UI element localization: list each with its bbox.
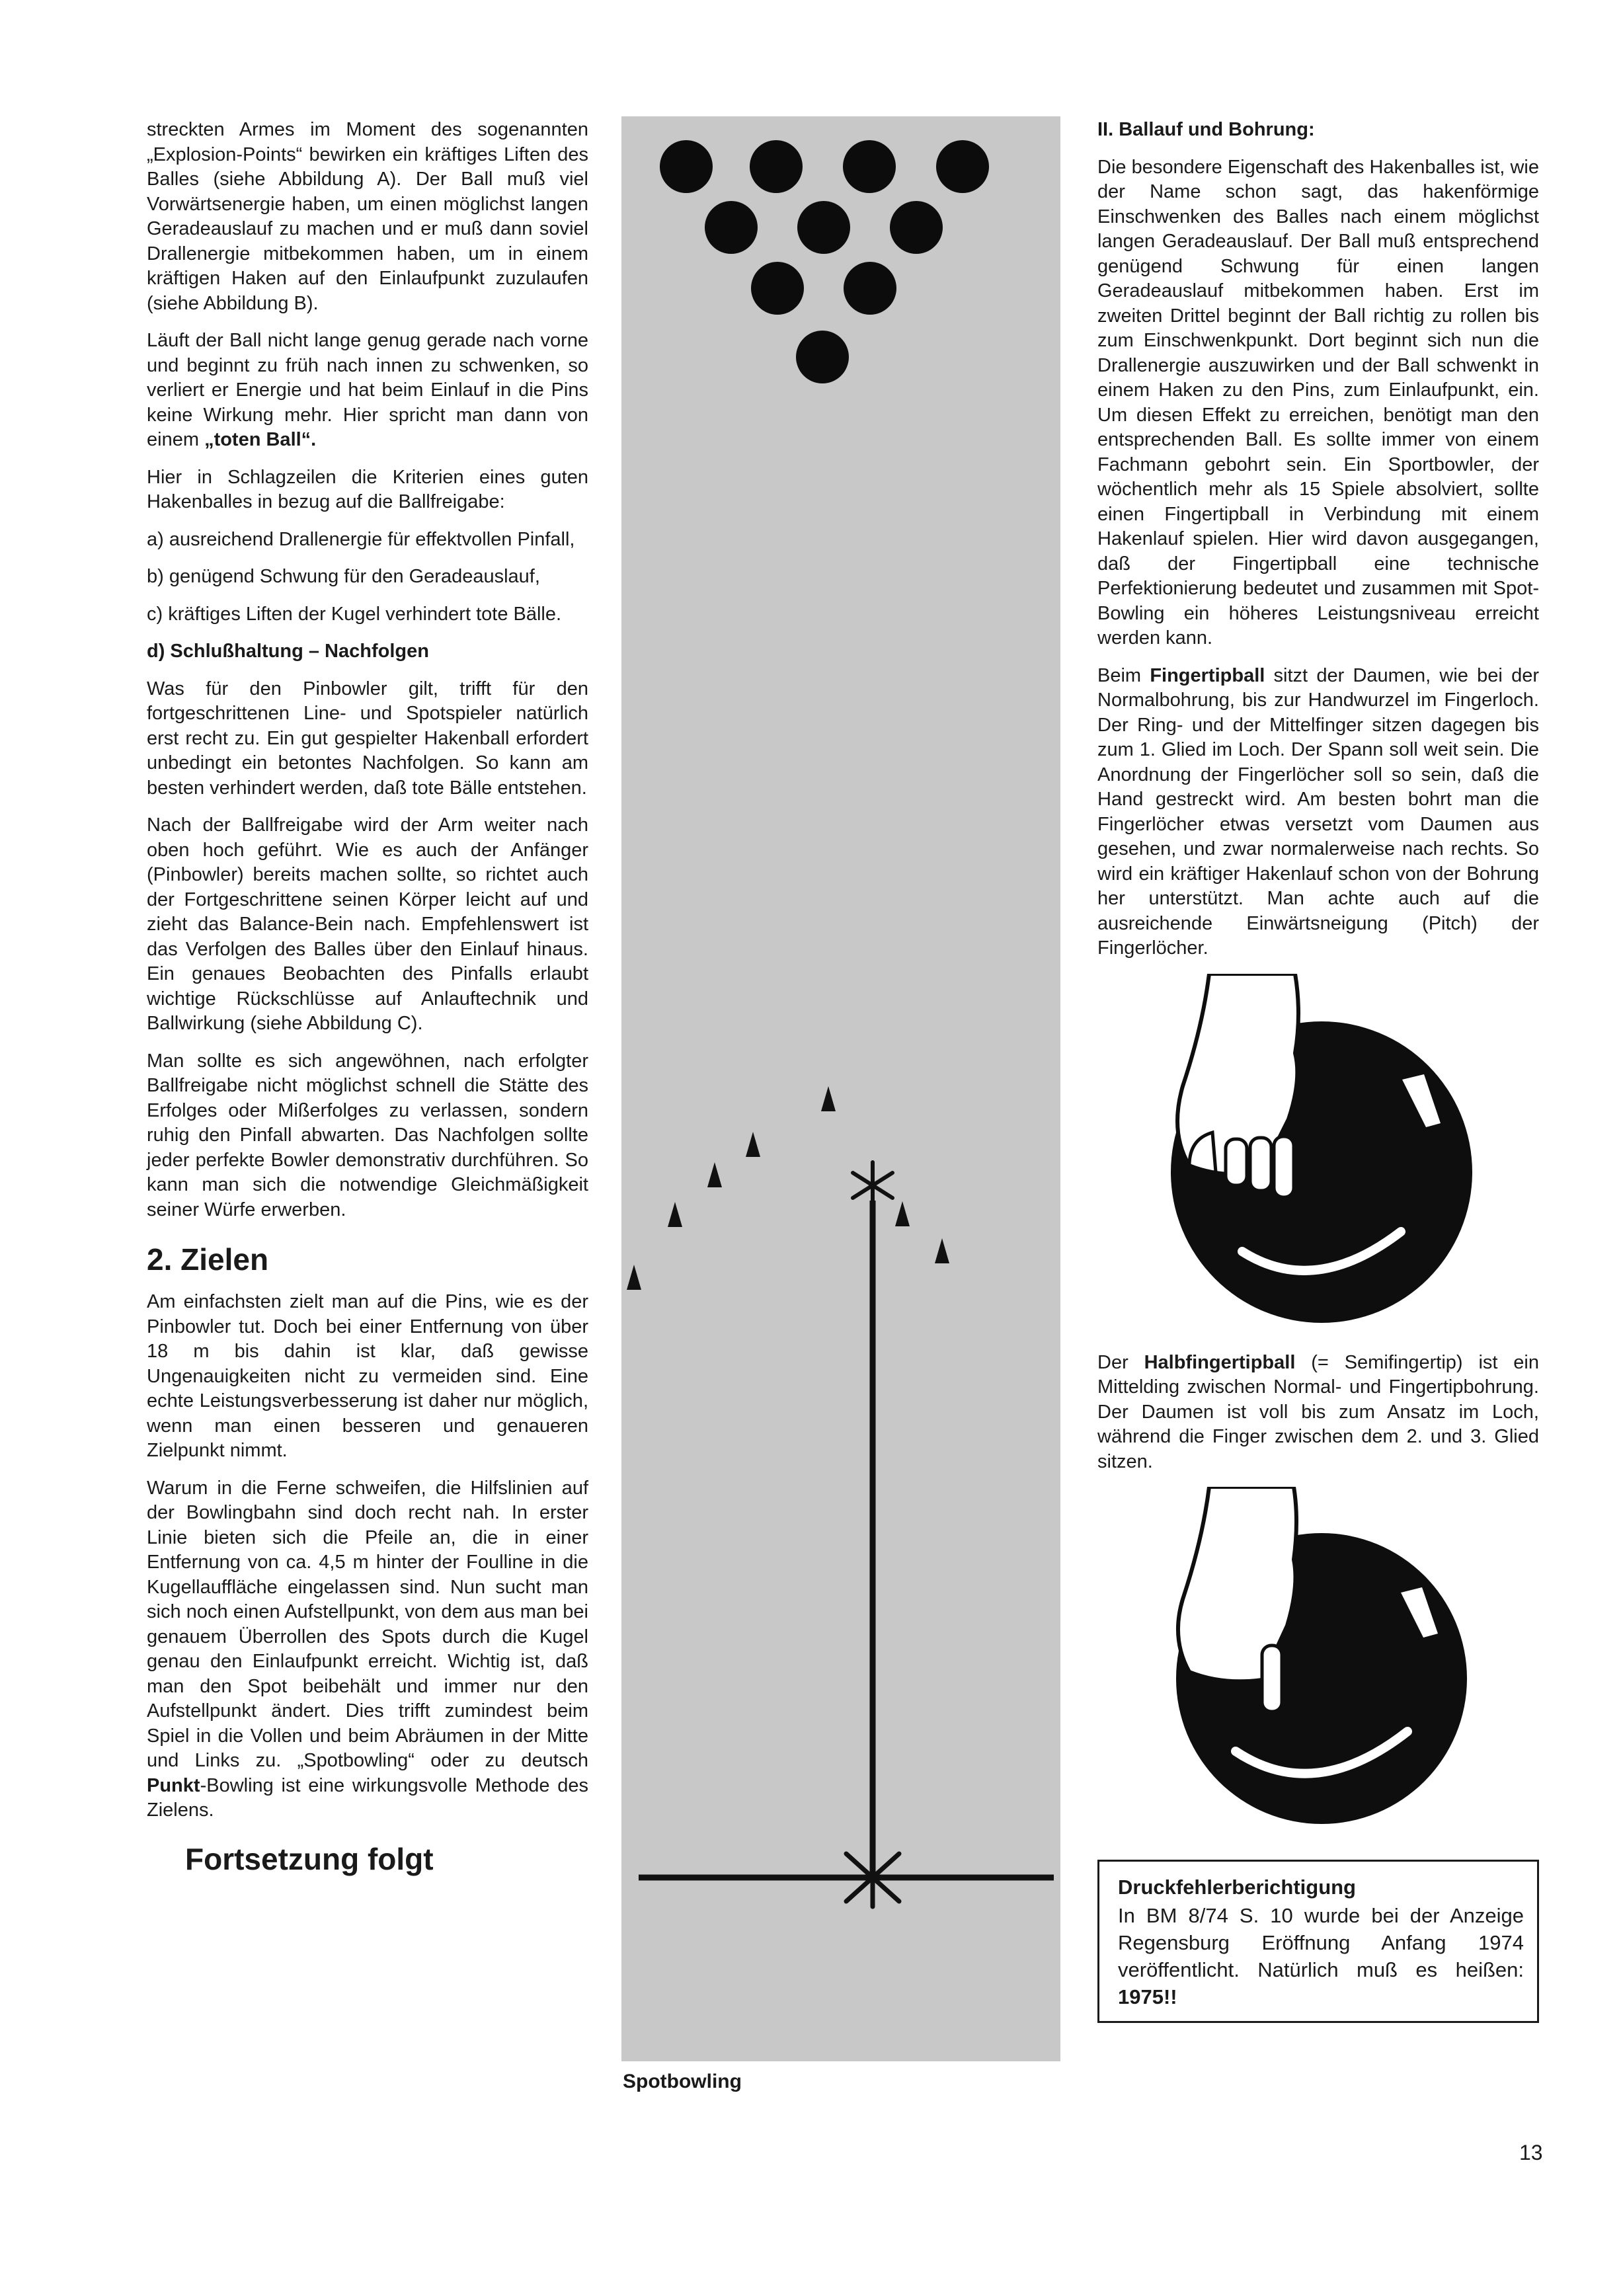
pin bbox=[890, 201, 943, 254]
paragraph: Man sollte es sich angewöhnen, nach erfolgter Ballfreigabe nicht möglichst schnell die Stätte des Erfolges oder Mißerfolges zu verlassen, sondern ruhig den Pinfall abwarten. Das Nachfolgen sollte jeder perfekte Bowler demonstrativ durchführen. So kann man sich die notwendige Gleichmäßigkeit seiner Würfe erwerben. bbox=[147, 1050, 588, 1220]
paragraph bbox=[147, 329, 588, 453]
pin bbox=[750, 140, 803, 193]
halbfingertip-term: Halbfingertipball bbox=[1144, 1351, 1296, 1373]
pin bbox=[660, 140, 713, 193]
pin bbox=[705, 201, 758, 254]
paragraph-text: Der bbox=[1097, 1351, 1128, 1373]
lane-illustration bbox=[621, 116, 1060, 2061]
paragraph-text: Läuft der Ball nicht lange genug gerade nach vorne und beginnt zu früh nach innen zu schwenken, so verliert er Energie und hat beim Einlauf in die Pins keine Wirkung mehr. Hier spricht man dann von einem bbox=[147, 330, 588, 450]
punkt-term: Punkt bbox=[147, 1774, 200, 1796]
lane-arrow bbox=[746, 1132, 760, 1157]
paragraph bbox=[147, 1476, 588, 1823]
erratum-box bbox=[1097, 1860, 1539, 2023]
lane-arrow bbox=[935, 1238, 949, 1263]
paragraph-text: -Bowling ist eine wirkungsvolle Methode des Zielens. bbox=[147, 1774, 588, 1821]
page-number: 13 bbox=[1519, 2141, 1543, 2164]
paragraph: Am einfachsten zielt man auf die Pins, wie es der Pinbowler tut. Doch bei einer Entfernung von über 18 m bis dahin ist klar, daß gewisse Ungenauigkeiten nicht zu vermeiden sind. Eine echte Leistungsverbesserung ist daher nur möglich, wenn man einen besseren und genaueren Zielpunkt nimmt. bbox=[147, 1291, 588, 1461]
erratum-text bbox=[1118, 1902, 1524, 2010]
pin-formation bbox=[660, 140, 989, 383]
lane-arrow bbox=[707, 1162, 722, 1187]
subheading-ballauf: II. Ballauf und Bohrung: bbox=[1097, 119, 1315, 140]
paragraph bbox=[1097, 664, 1539, 961]
fingertip-ball-illustration bbox=[1163, 974, 1474, 1331]
semifingertip-ball-illustration bbox=[1163, 1487, 1474, 1831]
subheading-schlusshaltung: d) Schlußhaltung – Nachfolgen bbox=[147, 641, 429, 662]
pin bbox=[844, 262, 896, 315]
pin bbox=[796, 331, 849, 383]
erratum-year: 1975!! bbox=[1118, 1985, 1177, 2008]
paragraph-text: Beim bbox=[1097, 664, 1142, 686]
paragraph-text: sitzt der Daumen, wie bei der Normalbohrung, bis zur Handwurzel im Fingerloch. Der Ring- und der Mittelfinger sitzen dagegen bis zum 1. Glied im Loch. Der Spann soll weit sein. Die Anordnung der Fingerlöcher soll so sein, daß die Hand gestreckt wird. Am besten bohrt man die Fingerlöcher etwas versetzt vom Daumen aus gesehen, und zwar normalerweise nach rechts. So wird ein kräftiger Hakenlauf schon von der Bohrung her unterstützt. Man achte auch auf die ausreichende Einwärtsneigung (Pitch) der Fingerlöcher. bbox=[1097, 664, 1539, 959]
paragraph: Die besondere Eigenschaft des Hakenballes ist, wie der Name schon sagt, das hakenförmige Einschwenken des Balles nach einem möglichst langen Geradeauslauf. Der Ball muß entsprechend genügend Schwung für einen langen Geradeauslauf mitbekommen haben. Erst im zweiten Drittel beginnt der Ball richtig zu rollen bis zum Einschwenkpunkt. Dort beginnt sich nun die Drallenergie auszuwirken und der Ball schwenkt in einem Haken zu den Pins, zum Einlaufpunkt, ein. Um diesen Effekt zu erreichen, benötigt man den entsprechenden Ball. Es sollte immer von einem Fachmann gebohrt sein. Ein Sportbowler, der wöchentlich mehr als 15 Spiele absolviert, sollte einen Fingertipball in Verbindung mit einem Hakenlauf spielen. Hier wird davon ausgegangen, daß der Fingertipball eine technische Perfektionierung bedeutet und zusammen mit Spot-Bowling ein höheres Leistungsniveau erreicht werden kann. bbox=[1097, 156, 1539, 649]
lane-arrow bbox=[821, 1086, 836, 1111]
toter-ball-term: „toten Ball“. bbox=[204, 429, 317, 450]
paragraph: streckten Armes im Moment des sogenannten „Explosion-Points“ bewirken ein kräftiges Liften des Balles (siehe Abbildung A). Der Ball muß viel Vorwärtsenergie haben, um einen möglichst langen Geradeauslauf zu machen und er muß dann soviel Drallenergie mitbekommen haben, um in einem kräftigen Haken auf den Einlaufpunkt zuzulaufen (siehe Abbildung B). bbox=[147, 119, 588, 314]
right-column bbox=[1097, 118, 1539, 2023]
paragraph: Was für den Pinbowler gilt, trifft für den fortgeschrittenen Line- und Spotspieler natürlich erst recht zu. Ein gut gespielter Hakenball erfordert unbedingt ein betontes Nachfolgen. So kann am besten verhindert werden, daß tote Bälle entstehen. bbox=[147, 678, 588, 799]
lane-arrow bbox=[668, 1202, 682, 1227]
pin bbox=[751, 262, 804, 315]
paragraph: Hier in Schlagzeilen die Kriterien eines guten Hakenballes in bezug auf die Ballfreigabe: bbox=[147, 466, 588, 512]
section-heading-zielen: 2. Zielen bbox=[147, 1242, 269, 1277]
lane-arrows bbox=[627, 1086, 949, 1290]
criterion-a: a) ausreichend Drallenergie für effektvollen Pinfall, bbox=[147, 528, 575, 550]
left-column bbox=[147, 118, 588, 1876]
criterion-b: b) genügend Schwung für den Geradeauslauf, bbox=[147, 566, 540, 587]
pin bbox=[797, 201, 850, 254]
pin bbox=[843, 140, 896, 193]
lane-arrow bbox=[627, 1265, 641, 1290]
paragraph-text: (= Semifingertip) ist ein Mittelding zwischen Normal- und Fingertipbohrung. Der Daumen ist voll bis zum Ansatz im Loch, während die Finger zwischen dem 2. und 3. Glied sitzen. bbox=[1097, 1351, 1539, 1472]
erratum-title: Druckfehlerberichtigung bbox=[1118, 1876, 1356, 1899]
paragraph-text: Warum in die Ferne schweifen, die Hilfslinien auf der Bowlingbahn sind doch recht nah. In erster Linie bieten sich die Pfeile an, die in einer Entfernung von ca. 4,5 m hinter der Foulline in die Kugellauffläche eingelassen sind. Nun sucht man sich noch einen Aufstellpunkt, von dem aus man bei genauem Überrollen des Spots durch die Kugel genau den Einlaufpunkt erreicht. Wichtig ist, daß man den Spot beibehält und immer nur den Aufstellpunkt ändert. Dies trifft zumindest beim Spiel in die Vollen und beim Abräumen in der Mitte und Links zu. „Spotbowling“ oder zu deutsch bbox=[147, 1477, 588, 1771]
continued-note: Fortsetzung folgt bbox=[185, 1841, 434, 1876]
erratum-body: In BM 8/74 S. 10 wurde bei der Anzeige Regensburg Eröffnung Anfang 1974 veröffentlicht. Natürlich muß es heißen: bbox=[1118, 1904, 1524, 1981]
criterion-c: c) kräftiges Liften der Kugel verhindert tote Bälle. bbox=[147, 603, 562, 625]
pin bbox=[936, 140, 989, 193]
paragraph bbox=[1097, 1351, 1539, 1475]
lane-arrow bbox=[895, 1201, 910, 1226]
fingertip-term: Fingertipball bbox=[1150, 664, 1265, 686]
figure-caption: Spotbowling bbox=[623, 2071, 742, 2092]
spotbowling-diagram bbox=[621, 116, 1060, 2061]
paragraph: Nach der Ballfreigabe wird der Arm weiter nach oben hoch geführt. Wie es auch der Anfänger (Pinbowler) bereits machen sollte, so richtet auch der Fortgeschrittene seinen Körper leicht auf und zieht das Balance-Bein nach. Empfehlenswert ist das Verfolgen des Balles über den Einlauf hinaus. Ein genaues Beobachten des Pinfalls erlaubt wichtige Rückschlüsse auf Anlauftechnik und Ballwirkung (siehe Abbildung C). bbox=[147, 814, 588, 1034]
